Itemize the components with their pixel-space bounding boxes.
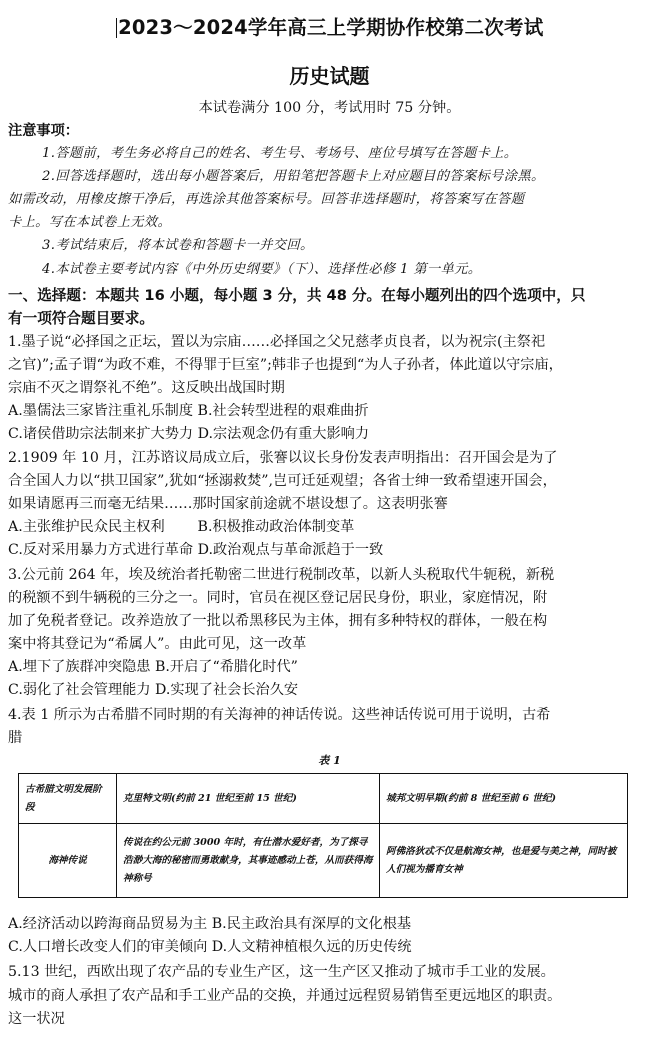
table-cell-crete-myth: 传说在约公元前 3000 年时，有仕潜水爱好者，为了探寻浩渺大海的秘密而勇敢献身，其事迹感动上苍，从而获得海神称号	[117, 824, 380, 898]
text-cursor	[116, 18, 118, 38]
question-1-stem: 之官)”;孟子谓“为政不难，不得罪于巨室”;韩非子也提到“为人子孙者，体此道以守宗庙，	[8, 357, 563, 373]
question-4-option: A.经济活动以跨海商品贸易为主 B.民主政治具有深厚的文化根基	[8, 916, 412, 932]
table-caption: 表 1	[318, 754, 341, 767]
section-heading: 一、选择题：本题共 16 小题，每小题 3 分，共 48 分。在每小题列出的四个选项中，只	[8, 287, 586, 304]
notice-line: 卡上。写在本试卷上无效。	[8, 215, 172, 230]
question-1-option: C.诸侯借助宗法制来扩大势力 D.宗法观念仍有重大影响力	[8, 426, 370, 442]
question-4-stem: 4.表 1 所示为古希腊不同时期的有关海神的神话传说。这些神话传说可用于说明，古希	[8, 707, 551, 723]
question-5-stem: 5.13 世纪，西欧出现了农产品的专业生产区，这一生产区又推动了城市手工业的发展。	[8, 964, 555, 980]
question-3-option: C.弱化了社会管理能力 D.实现了社会长治久安	[8, 682, 299, 698]
question-4-option: C.人口增长改变人们的审美倾向 D.人文精神植根久远的历史传统	[8, 939, 412, 955]
notice-line: 1.答题前，考生务必将自己的姓名、考生号、考场号、座位号填写在答题卡上。	[42, 146, 518, 161]
question-5-stem: 城市的商人承担了农产品和手工业产品的交换，并通过远程贸易销售至更远地区的职责。	[8, 988, 562, 1004]
question-2-stem: 如果请愿再三而毫无结果……那时国家前途就不堪设想了。这表明张謇	[8, 496, 448, 512]
section-heading: 有一项符合题目要求。	[8, 310, 154, 327]
table-cell-polis-myth: 阿佛洛狄忒不仅是航海女神，也是爱与美之神，同时被人们视为播育女神	[380, 824, 628, 898]
exam-title-text: 2023～2024学年高三上学期协作校第二次考试	[118, 16, 544, 39]
table-row	[19, 824, 628, 898]
table-cell-crete: 克里特文明(约前 21 世纪至前 15 世纪)	[117, 774, 380, 824]
question-2-option: C.反对采用暴力方式进行革命 D.政治观点与革命派趋于一致	[8, 542, 384, 558]
myth-table	[18, 773, 628, 898]
notice-heading: 注意事项：	[8, 123, 79, 139]
question-2-stem: 2.1909 年 10 月，江苏谘议局成立后，张謇以议长身份发表声明指出：召开国会是为了	[8, 450, 558, 466]
exam-title	[0, 12, 659, 40]
question-3-stem: 的税额不到牛辆税的三分之一。同时，官员在视区登记居民身份，职业，家庭情况，附	[8, 590, 548, 606]
exam-info: 本试卷满分 100 分，考试用时 75 分钟。	[198, 100, 461, 116]
table-row	[19, 774, 628, 824]
table-cell-stage-label: 古希腊文明发展阶段	[19, 774, 117, 824]
notice-line: 4.本试卷主要考试内容《中外历史纲要》（下）、选择性必修 1 第一单元。	[42, 262, 482, 277]
notice-line: 2.回答选择题时，选出每小题答案后，用铅笔把答题卡上对应题目的答案标号涂黑。	[42, 169, 545, 184]
notice-line: 如需改动，用橡皮擦干净后，再选涂其他答案标号。回答非选择题时，将答案写在答题	[8, 192, 525, 207]
question-3-stem: 加了免税者登记。改养造放了一批以希黑移民为主体，拥有多种特权的群体，一般在构	[8, 613, 548, 629]
table-cell-polis: 城邦文明早期(约前 8 世纪至前 6 世纪)	[380, 774, 628, 824]
question-3-stem: 3.公元前 264 年，埃及统治者托勒密二世进行税制改革，以新人头税取代牛轭税，新税	[8, 567, 555, 583]
question-3-stem: 案中将其登记为“希属人”。由此可见，这一改革	[8, 636, 307, 652]
question-2-option: A.主张维护民众民主权利 B.积极推动政治体制变革	[8, 519, 355, 535]
question-4-stem: 腊	[8, 730, 23, 746]
question-2-stem: 合全国人力以“拱卫国家”,犹如“拯溺救焚”,岂可迁延观望；各省士绅一致希望速开国会，	[8, 473, 557, 489]
question-1-option: A.墨儒法三家皆注重礼乐制度 B.社会转型进程的艰难曲折	[8, 403, 369, 419]
question-1-stem: 宗庙不灭之谓祭礼不绝”。这反映出战国时期	[8, 380, 285, 396]
notice-line: 3.考试结束后，将本试卷和答题卡一并交回。	[42, 238, 314, 253]
subject-title: 历史试题	[289, 64, 370, 88]
table-cell-myth-label: 海神传说	[19, 824, 117, 898]
question-5-stem: 这一状况	[8, 1011, 65, 1027]
question-1-stem: 1.墨子说“必择国之正坛，置以为宗庙……必择国之父兄慈孝贞良者，以为祝宗(主祭祀	[8, 334, 546, 350]
question-3-option: A.埋下了族群冲突隐患 B.开启了“希腊化时代”	[8, 659, 298, 675]
